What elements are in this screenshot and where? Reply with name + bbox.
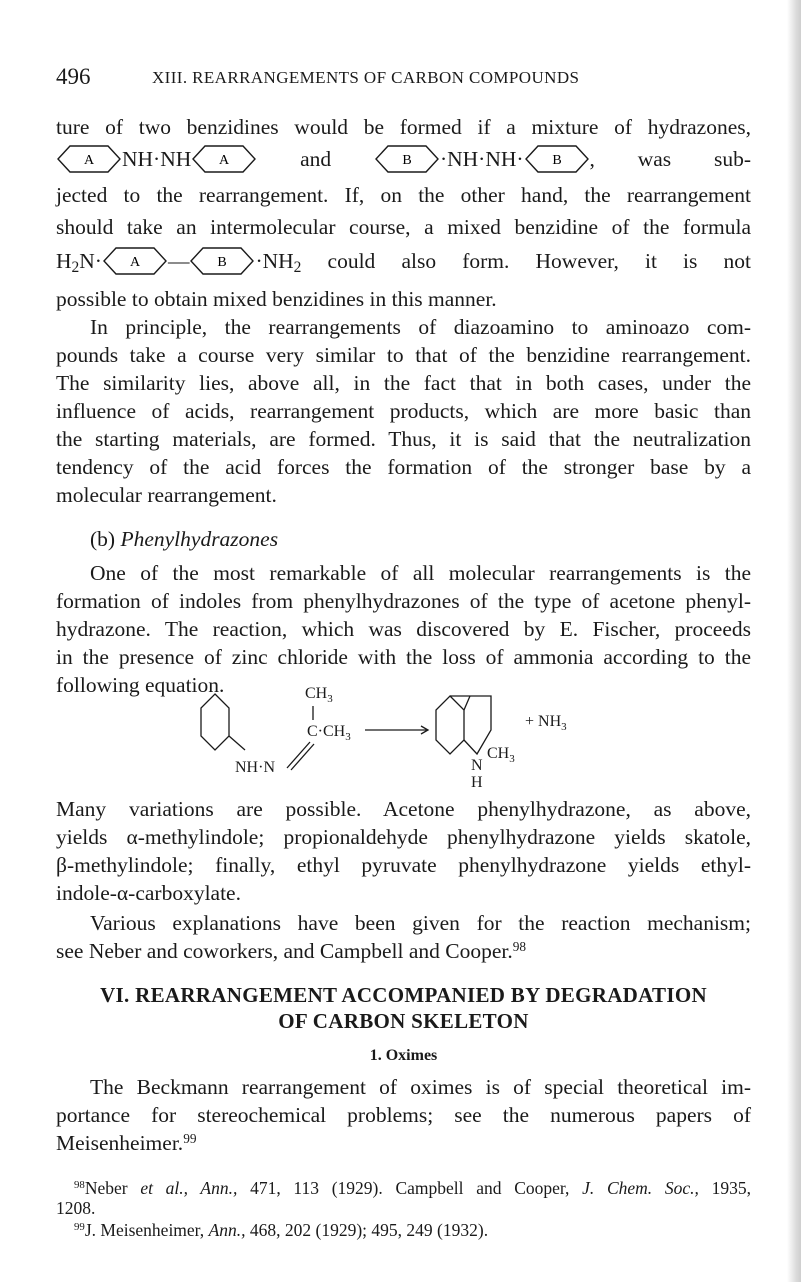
ch3-right-label: $CH_3$ [487, 745, 515, 765]
text-line: ture of two benzidines would be formed if a mixture of hydrazones, [56, 115, 751, 139]
formula-line-mixed-benzidine [56, 248, 751, 278]
text-line: The similarity lies, above all, in the fact that in both cases, under the [56, 371, 751, 395]
hydrazo-group-b: ·NH·NH· [439, 147, 524, 171]
hydrazo-group-a: NH·NH [122, 147, 192, 171]
double-bond-n-c-2 [291, 744, 314, 770]
svg-text:B: B [217, 255, 228, 271]
text-line: following equation. [56, 673, 225, 697]
indole-h-label: H [471, 774, 483, 790]
indole-pyrrole-ring-icon [450, 696, 491, 754]
indole-fusion-bond [464, 696, 470, 710]
indole-n-label: N [471, 757, 483, 774]
page-header [56, 64, 746, 94]
text-line: in the presence of zinc chloride with the loss of ammonia according to the [56, 645, 751, 669]
text-line: should take an intermolecular course, a mixed benzidine of the formula [56, 215, 751, 239]
text-line-with-ref: Meisenheimer.$^{99}$ [56, 1130, 197, 1155]
svg-text:A: A [129, 255, 141, 271]
text-line: pounds take a course very similar to that of the benzidine rearrangement. [56, 343, 751, 367]
formula-nh2: $\cdot NH_2$ [255, 249, 302, 277]
text-line: molecular rearrangement. [56, 483, 277, 507]
fischer-indole-equation [195, 678, 625, 790]
text-line: indole-α-carboxylate. [56, 881, 241, 905]
formula-line-hydrazones [56, 146, 751, 176]
text-tail: could also form. However, it is not [301, 249, 751, 273]
text-line: hydrazone. The reaction, which was discovered by E. Fischer, proceeds [56, 617, 751, 641]
text-line: jected to the rearrangement. If, on the other hand, the rearrangement [56, 183, 751, 207]
svg-text:B: B [402, 153, 412, 169]
footnote-ref-98[interactable]: 98 [512, 938, 527, 954]
text-line: yields α-methylindole; propionaldehyde phenylhydrazone yields skatole, [56, 825, 751, 849]
text-line-with-ref: see Neber and coworkers, and Campbell and Cooper.$^{98}$ [56, 938, 527, 963]
ch3-top-label: $CH_3$ [305, 685, 333, 705]
text-line: the starting materials, are formed. Thus, it is said that the neutralization [56, 427, 751, 451]
benzene-ring-b-icon [189, 246, 255, 276]
svg-text:A: A [83, 153, 95, 169]
footnote-98-continued: 1208. [56, 1198, 96, 1218]
benzene-ring-a-icon [102, 246, 168, 276]
plus-nh3-label: + $NH_3$ [525, 713, 567, 733]
text-line: The Beckmann rearrangement of oximes is of special theoretical im- [90, 1075, 751, 1099]
word-and: and [300, 147, 332, 171]
text-line: Many variations are possible. Acetone phenylhydrazone, as above, [56, 797, 751, 821]
text-line: tendency of the acid forces the formation of the stronger base by a [56, 455, 751, 479]
text-tail: , was sub- [589, 147, 752, 171]
text-line: One of the most remarkable of all molecular rearrangements is the [90, 561, 751, 585]
indole-benzene-ring-icon [436, 696, 464, 754]
svg-text:B: B [551, 153, 562, 169]
subheading-phenylhydrazones [90, 526, 751, 552]
c-ch3-label: $C\cdot CH_3$ [307, 723, 351, 743]
text-line: formation of indoles from phenylhydrazones of the type of acetone phenyl- [56, 589, 751, 613]
nh-n-label: NH·N [235, 759, 275, 776]
formula-h: $H_2N\cdot$ [56, 249, 102, 277]
text-line: possible to obtain mixed benzidines in this manner. [56, 287, 497, 311]
subsection-heading-oximes: 1. Oximes [369, 1047, 438, 1064]
section-heading-line-2: OF CARBON SKELETON [278, 1009, 529, 1033]
text-line: In principle, the rearrangements of diazoamino to aminoazo com- [90, 315, 751, 339]
text-line: portance for stereochemical problems; see the numerous papers of [56, 1103, 751, 1127]
double-bond-n-c-1 [287, 742, 310, 768]
text-line: influence of acids, rearrangement products, which are more basic than [56, 399, 751, 423]
footnote-99: $^{99}$J. Meisenheimer, Ann., 468, 202 (1929); 495, 249 (1932). [74, 1220, 489, 1240]
text-line: Various explanations have been given for the reaction mechanism; [90, 911, 751, 935]
benzene-ring-b-icon [524, 144, 590, 174]
running-head: XIII. REARRANGEMENTS OF CARBON COMPOUNDS [152, 68, 580, 87]
section-heading-line-1: VI. REARRANGEMENT ACCOMPANIED BY DEGRADATION [100, 983, 707, 1007]
svg-text:A: A [219, 153, 230, 169]
subheading-title: Phenylhydrazones [120, 527, 279, 551]
footnote-98: $^{98}$Neber et al., Ann., 471, 113 (1929). Campbell and Cooper, J. Chem. Soc., 1935, [74, 1178, 751, 1198]
benzene-ring-b-icon [374, 144, 440, 174]
phenyl-ring-icon [201, 694, 229, 750]
benzene-ring-a-icon [191, 144, 257, 174]
text-line: β-methylindole; finally, ethyl pyruvate phenylhydrazone yields ethyl- [56, 853, 751, 877]
benzene-ring-a-icon [56, 144, 122, 174]
bond-ring-to-nh [229, 736, 245, 750]
page-number: 496 [56, 64, 91, 89]
page-edge-shadow [787, 0, 801, 1282]
bond-dash: — [167, 249, 190, 273]
footnote-ref-99[interactable]: 99 [183, 1130, 197, 1146]
subheading-number: (b) [90, 527, 116, 551]
